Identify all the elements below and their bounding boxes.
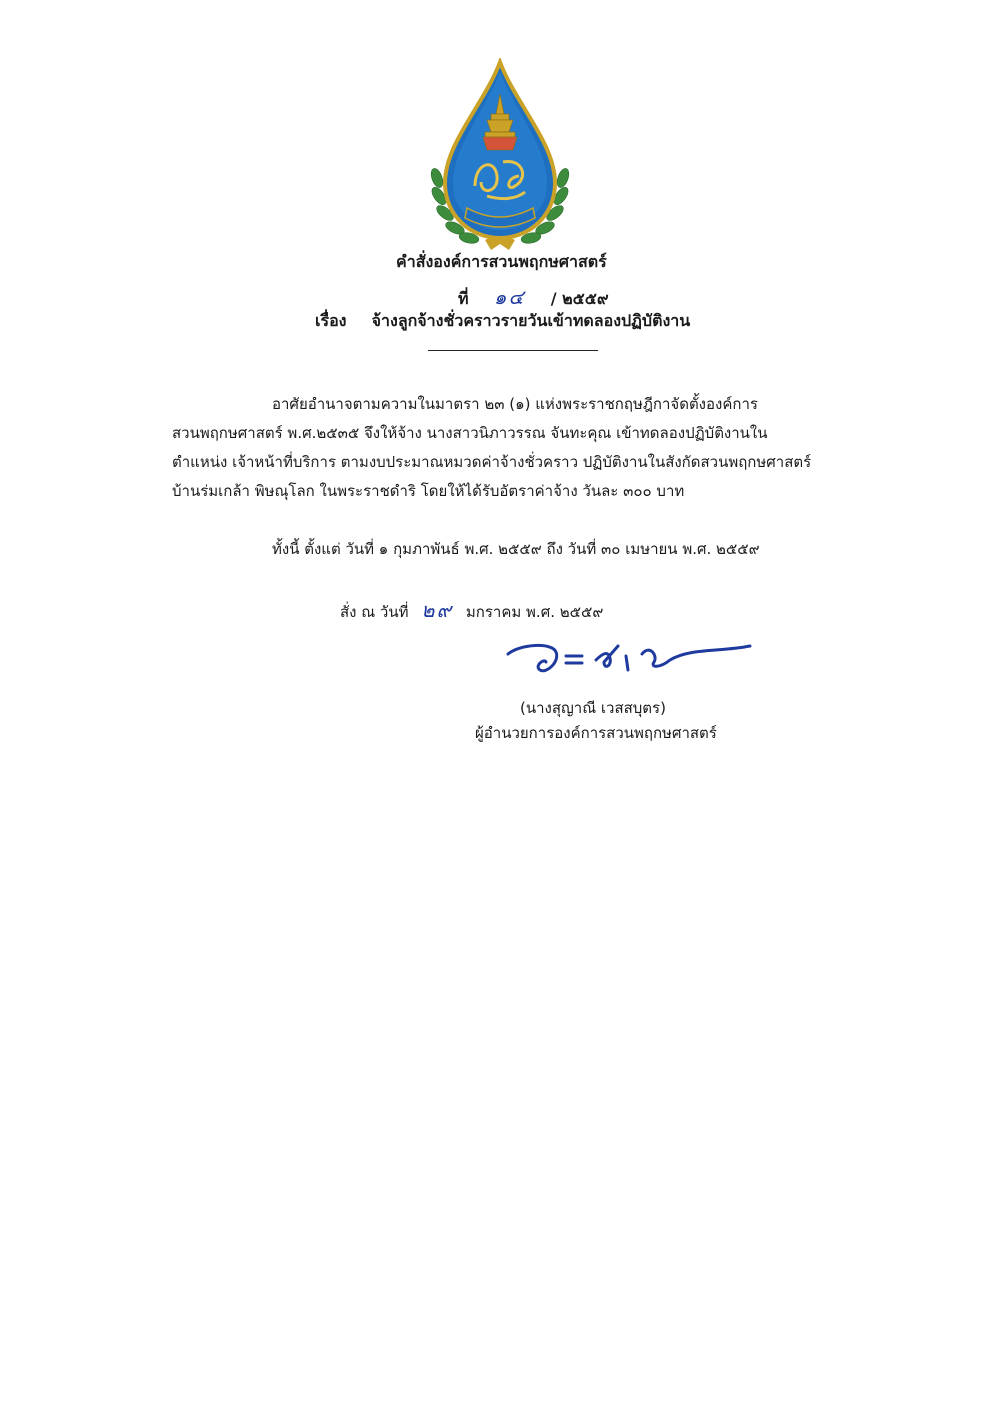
body-line-3: ตำแหน่ง เจ้าหน้าที่บริการ ตามงบประมาณหมวดค่าจ้างชั่วคราว ปฏิบัติงานในสังกัดสวนพฤกษศาสตร์ <box>172 453 812 471</box>
signer-name: (นางสุญาณี เวสสบุตร) <box>520 699 666 717</box>
order-subject <box>315 309 690 334</box>
body-line-1: อาศัยอำนาจตามความในมาตรา ๒๓ (๑) แห่งพระราชกฤษฎีกาจัดตั้งองค์การ <box>272 395 758 413</box>
order-title: คำสั่งองค์การสวนพฤกษศาสตร์ <box>396 252 607 271</box>
order-date-suffix: มกราคม พ.ศ. ๒๕๕๙ <box>465 603 604 621</box>
order-number-label: ที่ <box>458 289 469 308</box>
handwritten-signature <box>500 630 760 685</box>
order-number-year: / ๒๕๕๙ <box>550 289 609 308</box>
subject-label: เรื่อง <box>315 311 347 330</box>
signer-title: ผู้อำนวยการองค์การสวนพฤกษศาสตร์ <box>475 724 717 742</box>
employment-period: ทั้งนี้ ตั้งแต่ วันที่ ๑ กุมภาพันธ์ พ.ศ. ๒๕๕๙ ถึง วันที่ ๓๐ เมษายน พ.ศ. ๒๕๕๙ <box>272 540 760 558</box>
order-number-handwritten: ๑๔ <box>493 285 526 309</box>
botanical-garden-emblem <box>425 58 575 253</box>
order-date-day-handwritten: ๒๙ <box>421 598 454 622</box>
order-date-prefix: สั่ง ณ วันที่ <box>340 603 409 621</box>
body-line-2: สวนพฤกษศาสตร์ พ.ศ.๒๕๓๕ จึงให้จ้าง นางสาวนิภาวรรณ จันทะคุณ เข้าทดลองปฏิบัติงานใน <box>172 424 768 442</box>
order-date <box>340 594 603 626</box>
body-line-4: บ้านร่มเกล้า พิษณุโลก ในพระราชดำริ โดยให้ได้รับอัตราค่าจ้าง วันละ ๓๐๐ บาท <box>172 482 685 500</box>
subject-text: จ้างลูกจ้างชั่วคราวรายวันเข้าทดลองปฏิบัติงาน <box>371 311 691 330</box>
header-divider <box>428 350 598 351</box>
